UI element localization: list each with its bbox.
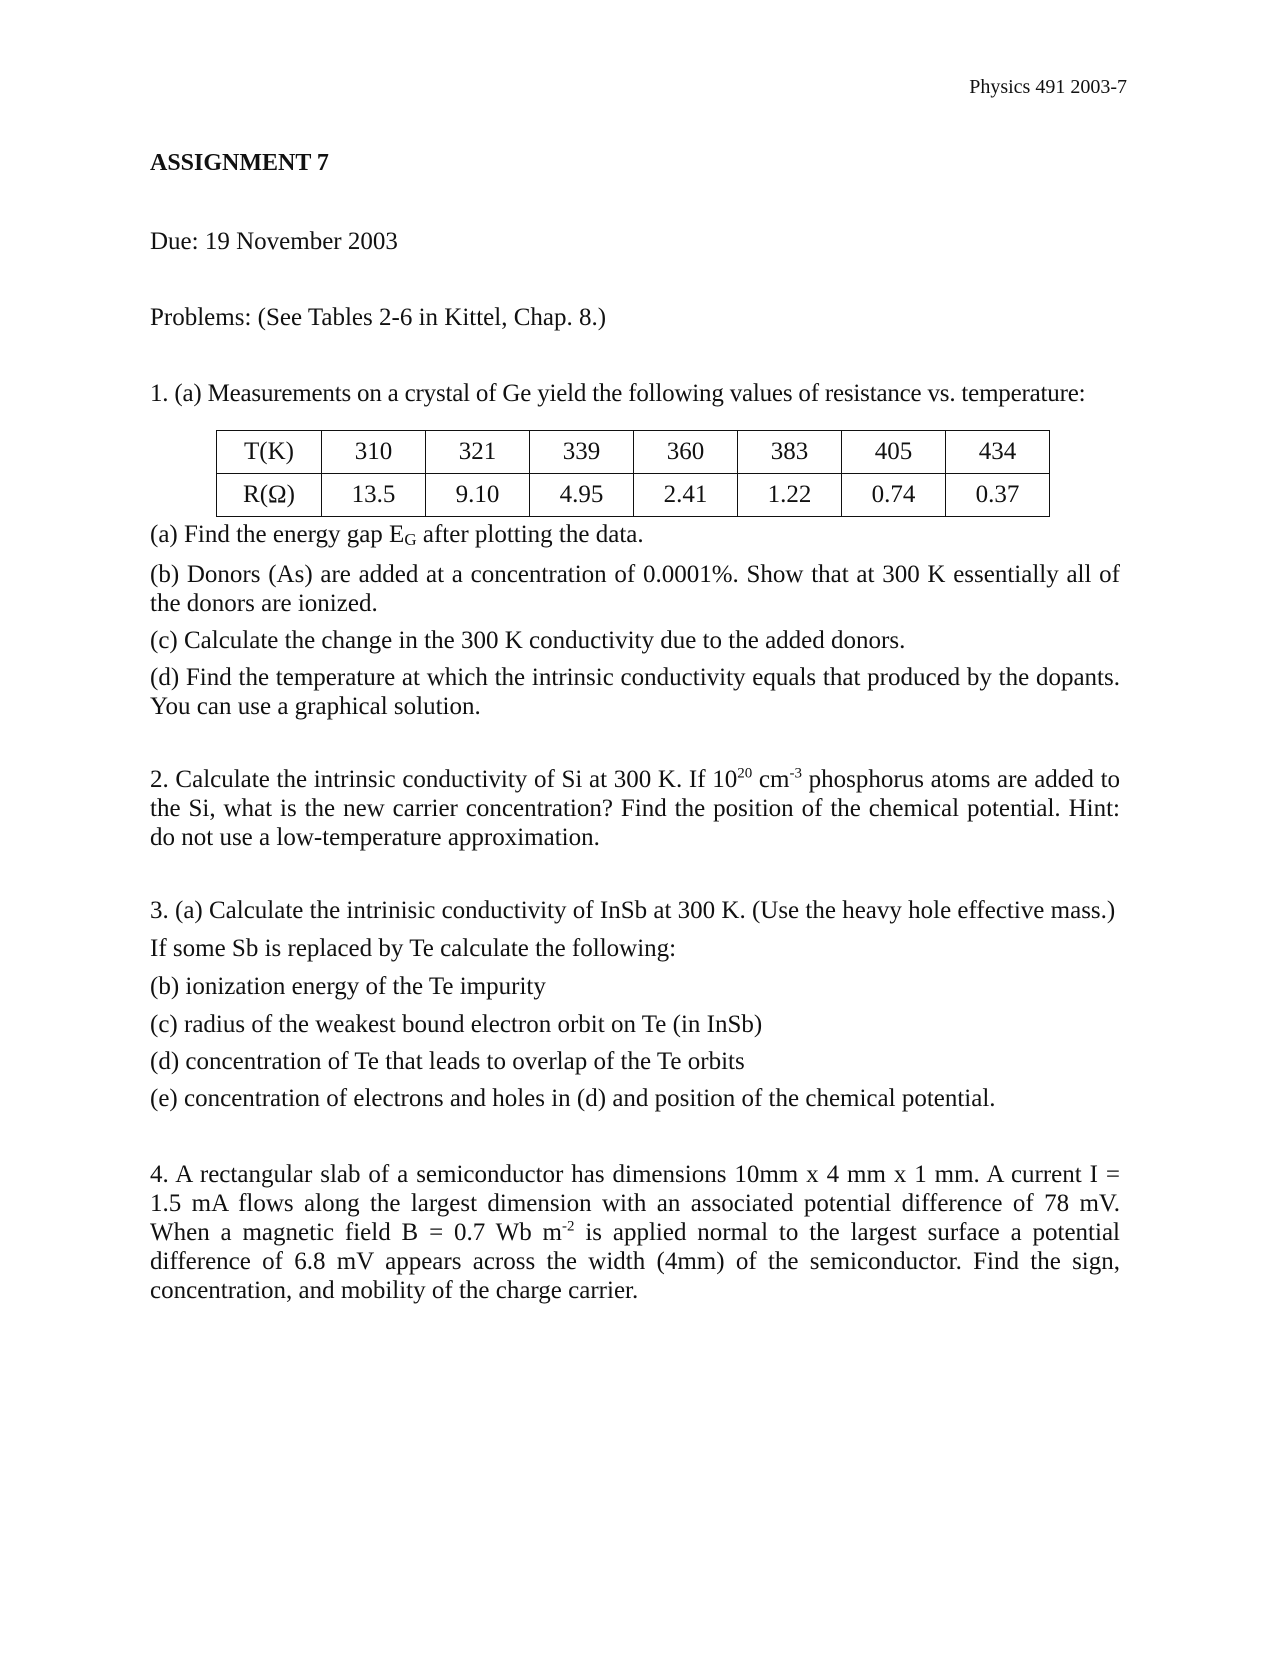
table-cell: 2.41: [634, 474, 738, 517]
problem-1d: (d) Find the temperature at which the intrinsic conductivity equals that produced by the dopants. You can use a graphical solution.: [150, 664, 1120, 720]
table-cell: 339: [530, 431, 634, 474]
problem-4: [150, 1160, 1120, 1305]
exponent: -2: [562, 1218, 575, 1235]
exponent: 20: [737, 765, 753, 782]
problem-3d: (d) concentration of Te that leads to overlap of the Te orbits: [150, 1048, 745, 1075]
table-row: [217, 474, 1050, 517]
table-row: [217, 431, 1050, 474]
problem-3b: (b) ionization energy of the Te impurity: [150, 973, 546, 1000]
problem-3a: 3. (a) Calculate the intrinisic conductivity of InSb at 300 K. (Use the heavy hole effective mass.): [150, 897, 1116, 924]
problems-intro: Problems: (See Tables 2-6 in Kittel, Chap. 8.): [150, 304, 607, 331]
table-cell: R(Ω): [217, 474, 322, 517]
problem-2-text: 2. Calculate the intrinsic conductivity of Si at 300 K. If 10: [150, 766, 738, 793]
course-header: Physics 491 2003-7: [969, 76, 1127, 98]
problem-1a: [150, 520, 644, 549]
energy-gap-subscript: G: [404, 530, 417, 549]
table-cell: 383: [738, 431, 842, 474]
table-cell: 0.74: [842, 474, 946, 517]
table-cell: 1.22: [738, 474, 842, 517]
problem-2-text: cm: [752, 766, 790, 793]
table-cell: T(K): [217, 431, 322, 474]
problem-4-text: 4. A rectangular slab of a semiconductor has dimensions 10mm x 4 mm x 1 mm. A current I = 1.5 mA flows along the largest dimension with an associated potential difference of 78 mV. When a magnetic field B = 0.7 Wb m: [150, 1161, 1120, 1246]
assignment-title: ASSIGNMENT 7: [150, 150, 329, 176]
problem-3-intro: If some Sb is replaced by Te calculate the following:: [150, 935, 677, 962]
table-cell: 9.10: [426, 474, 530, 517]
table-cell: 321: [426, 431, 530, 474]
problem-1b: (b) Donors (As) are added at a concentration of 0.0001%. Show that at 300 K essentially all of the donors are ionized.: [150, 561, 1120, 617]
table-cell: 360: [634, 431, 738, 474]
table-cell: 0.37: [946, 474, 1050, 517]
table-cell: 405: [842, 431, 946, 474]
problem-1a-text-end: after plotting the data.: [416, 521, 644, 548]
problem-2-text: phosphorus atoms are added to the Si, what is the new carrier concentration? Find the position of the chemical potential. Hint: do not use a low-temperature approximation.: [150, 766, 1121, 851]
table-cell: 13.5: [322, 474, 426, 517]
exponent: -3: [789, 765, 802, 782]
problem-1-intro: 1. (a) Measurements on a crystal of Ge yield the following values of resistance vs. temperature:: [150, 380, 1086, 407]
problem-2: [150, 765, 1120, 852]
problem-1a-text: (a) Find the energy gap E: [150, 521, 405, 548]
resistance-temperature-table: [216, 430, 1050, 517]
problem-4-text: is applied normal to the largest surface a potential difference of 6.8 mV appears across the width (4mm) of the semiconductor. Find the sign, concentration, and mobility of the charge carrier.: [150, 1219, 1120, 1304]
table-cell: 310: [322, 431, 426, 474]
table-cell: 4.95: [530, 474, 634, 517]
table-cell: 434: [946, 431, 1050, 474]
due-date: Due: 19 November 2003: [150, 228, 398, 255]
problem-3c: (c) radius of the weakest bound electron orbit on Te (in InSb): [150, 1011, 763, 1038]
problem-3e: (e) concentration of electrons and holes in (d) and position of the chemical potential.: [150, 1085, 996, 1112]
problem-1c: (c) Calculate the change in the 300 K conductivity due to the added donors.: [150, 627, 906, 654]
